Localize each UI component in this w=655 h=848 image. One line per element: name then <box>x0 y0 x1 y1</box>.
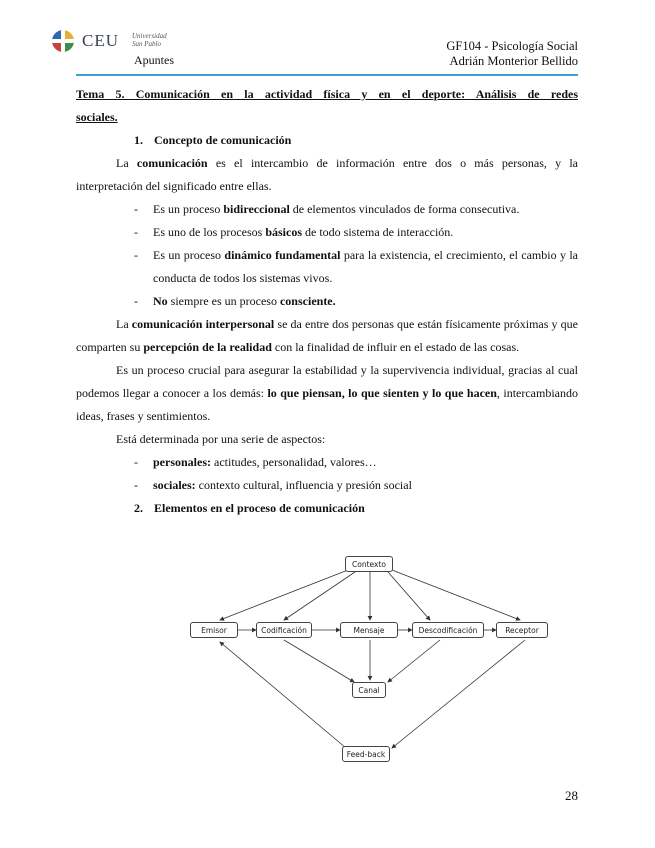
text-run: La <box>116 317 132 331</box>
arrow-contexto-codificacion <box>284 572 355 620</box>
text-run: Es un proceso crucial para asegurar la estabilidad y la supervivencia individual, gracias al cual podemos llegar a conocer a los demás: <box>76 363 578 400</box>
section-number: 2. <box>134 501 143 515</box>
notes-label: Apuntes <box>134 53 174 67</box>
section-heading-2 <box>134 497 578 520</box>
text-run: Es un proceso <box>153 248 225 262</box>
paragraph-crucial-process <box>76 359 578 428</box>
bold-term: comunicación <box>136 156 208 170</box>
page-number: 28 <box>565 788 578 803</box>
list-dash: - <box>134 294 138 308</box>
course-name: GF104 - Psicología Social <box>446 39 578 53</box>
bold-term: comunicación interpersonal <box>131 317 275 331</box>
section-number: 1. <box>134 133 143 147</box>
logo-subtitle-line2: San Pablo <box>132 40 161 48</box>
list-dash: - <box>134 202 138 216</box>
bold-term: bidireccional <box>223 202 290 216</box>
node-mensaje: Mensaje <box>340 622 398 638</box>
communication-process-diagram <box>180 550 550 770</box>
logo-subtitle <box>132 32 192 48</box>
node-contexto: Contexto <box>345 556 393 572</box>
arrow-contexto-descodificacion <box>388 572 430 620</box>
bold-term: percepción de la realidad <box>143 340 272 354</box>
bold-term: personales: <box>153 455 211 469</box>
bold-term: No <box>153 294 168 308</box>
list-item <box>76 198 578 221</box>
list-dash: - <box>134 248 138 262</box>
text-run: actitudes, personalidad, valores… <box>211 455 377 469</box>
header-divider <box>76 74 578 76</box>
page-header <box>0 0 655 80</box>
logo-text: CEU <box>82 31 119 50</box>
arrow-feedback-emisor <box>220 642 346 748</box>
arrow-receptor-feedback <box>392 640 525 748</box>
logo-subtitle-line1: Universidad <box>132 32 167 40</box>
arrow-contexto-receptor <box>392 570 520 620</box>
document-body <box>76 83 578 520</box>
text-run: siempre es un proceso <box>167 294 280 308</box>
author-name: Adrián Monterior Bellido <box>449 54 578 68</box>
university-logo <box>52 30 182 52</box>
node-descodificacion: Descodificación <box>412 622 484 638</box>
text-run: , intercambiando ideas, frases y sentimientos. <box>76 386 578 423</box>
ceu-cross-icon <box>52 30 74 52</box>
arrow-codificacion-canal <box>284 640 354 682</box>
node-emisor: Emisor <box>190 622 238 638</box>
section-label: Elementos en el proceso de comunicación <box>154 501 365 515</box>
text-run: Es uno de los procesos <box>153 225 266 239</box>
diagram-arrows <box>180 550 550 770</box>
text-run: La <box>116 156 137 170</box>
chapter-title-line1: Tema 5. Comunicación en la actividad física y en el deporte: Análisis de redes <box>76 87 578 101</box>
paragraph-interpersonal <box>76 313 578 359</box>
list-item <box>76 290 578 313</box>
bold-term: sociales: <box>153 478 196 492</box>
paragraph-communication-definition <box>76 152 578 198</box>
section-heading-1 <box>134 129 578 152</box>
list-item <box>76 451 578 474</box>
node-receptor: Receptor <box>496 622 548 638</box>
chapter-title-line2: sociales. <box>76 110 118 124</box>
arrow-descodificacion-canal <box>388 640 440 682</box>
text-run: Es un proceso <box>153 202 224 216</box>
list-dash: - <box>134 478 138 492</box>
arrow-contexto-emisor <box>220 570 348 620</box>
list-dash: - <box>134 455 138 469</box>
list-item <box>76 244 578 290</box>
bold-term: básicos <box>265 225 303 239</box>
text-run: de elementos vinculados de forma consecutiva. <box>289 202 520 216</box>
text-run: se da entre dos personas que están físicamente próximas y que comparten su <box>76 317 578 354</box>
bold-term: dinámico fundamental <box>224 248 341 262</box>
section-label: Concepto de comunicación <box>154 133 292 147</box>
bold-term: consciente. <box>279 294 336 308</box>
text-run: con la finalidad de influir en el estado de las cosas. <box>271 340 520 354</box>
node-codificacion: Codificación <box>256 622 312 638</box>
paragraph-aspects-intro: Está determinada por una serie de aspectos: <box>116 432 326 446</box>
node-canal: Canal <box>352 682 386 698</box>
bold-term: lo que piensan, lo que sienten y lo que hacen <box>267 386 497 400</box>
node-feedback: Feed-back <box>342 746 390 762</box>
list-item <box>76 474 578 497</box>
text-run: contexto cultural, influencia y presión social <box>195 478 412 492</box>
text-run: de todo sistema de interacción. <box>302 225 454 239</box>
list-item <box>76 221 578 244</box>
text-run: es el intercambio de información entre dos o más personas, y la interpretación del significado entre ellas. <box>76 156 579 193</box>
list-dash: - <box>134 225 138 239</box>
text-run: para la existencia, el crecimiento, el cambio y la conducta de todos los sistemas vivos. <box>153 248 578 285</box>
